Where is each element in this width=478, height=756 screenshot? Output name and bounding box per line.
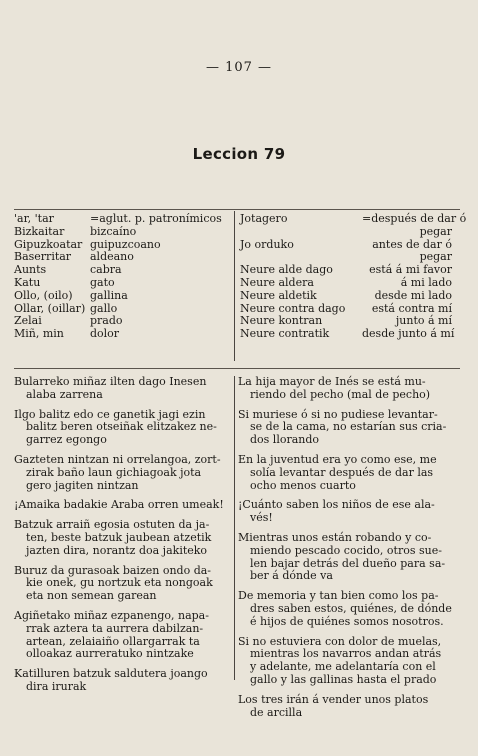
rule-top [14,209,460,210]
sentence-line: de arcilla [250,705,303,719]
vocab-term: Jo orduko [240,237,294,251]
sentence [238,532,460,583]
vocab-term: Baserritar [14,250,72,264]
sentence-line: ber á dónde va [250,569,333,583]
sentence-line: zirak baño laun gichiagoak jota [26,465,202,479]
vocab-term: Bizkaitar [14,224,65,238]
sentence-line: Si no estuviera con dolor de muelas, [238,634,442,648]
sentence-line: eta non semean garean [26,589,157,603]
sentence [14,519,220,557]
vocab-gloss: guipuzcoano [90,237,161,251]
sentence [14,668,220,694]
sentence-line: Buruz da gurasoak baizen ondo da- [14,563,212,577]
sentence [238,376,460,402]
sentence-line: La hija mayor de Inés se está mu- [238,375,426,388]
sentence-line: Batzuk arraiñ egosia ostuten da ja- [14,518,210,532]
sentence-line: Gazteten nintzan ni orrelangoa, zort- [14,452,221,466]
sentence-line: Katilluren batzuk saldutera joango [14,667,208,681]
vocab-gloss: pegar [419,224,452,238]
vocab-gloss: desde mi lado [374,288,452,302]
vocab-row [14,213,230,226]
vocab-row [240,290,452,303]
vocab-row [240,277,452,290]
sentence [238,499,460,525]
sentence-line: garrez egongo [26,433,107,447]
vocab-gloss: está contra mí [371,301,452,315]
vocab-gloss: está á mi favor [369,263,452,277]
sentence-line: De memoria y tan bien como los pa- [238,589,439,603]
vocab-term: Neure aldera [240,275,314,289]
vocab-gloss: aldeano [90,250,134,264]
vocab-row [14,264,230,277]
page-number: — 107 — [205,60,273,75]
vocab-row [14,290,230,303]
column-divider [234,211,235,361]
vocab-gloss: antes de dar ó [372,237,452,251]
sentence-line: rrak aztera ta aurrera dabilzan- [26,621,204,635]
sentence-line: kie onek, gu nortzuk eta nongoak [26,576,213,590]
sentence-line: Si muriese ó si no pudiese levantar- [238,407,438,421]
sentence [238,409,460,447]
sentence [238,636,460,687]
vocab-row [240,212,467,226]
vocab-row [14,277,230,290]
sentence-line: alaba zarrena [26,387,103,401]
sentence-line: len bajar detrás del dueño para sa- [250,556,446,570]
vocab-row [14,251,230,264]
vocab-row [240,327,455,341]
vocab-gloss: desde junto á mí [362,327,455,341]
sentence-line: miendo pescado cocido, otros sue- [250,543,442,557]
sentence [14,610,220,661]
sentence [14,498,224,512]
vocab-gloss: prado [90,314,123,328]
sentence-line: Ilgo balitz edo ce ganetik jagi ezin [14,407,206,421]
vocab-gloss: á mi lado [400,275,452,289]
sentence [238,454,460,492]
sentence-line: mientras los navarros andan atrás [250,647,442,661]
sentence-line: solía levantar después de dar las [250,465,434,479]
column-divider [234,376,235,680]
vocab-gloss: bizcaíno [90,224,137,238]
vocab-row [14,328,230,341]
vocab-row [14,226,230,239]
vocab-term: Katu [14,275,41,289]
lesson-title: Leccion 79 [192,145,286,163]
sentence-line: artean, zelaiaiño ollargarrak ta [26,634,200,648]
vocab-gloss: gallina [90,288,128,302]
sentence-line: é hijos de quiénes somos nosotros. [250,614,444,628]
vocab-term: Ollar, (oillar) [14,301,86,315]
vocab-term: Aunts [14,263,47,277]
sentence-line: Los tres irán á vender unos platos [238,692,429,706]
vocab-gloss: =aglut. p. patronímicos [90,212,222,225]
vocab-gloss: dolor [90,327,120,341]
sentence [238,694,460,720]
sentence-line: ¡Amaika badakie Araba orren umeak! [14,498,224,512]
sentence-line: gallo y las gallinas hasta el prado [250,672,437,686]
sentence-line: gero jagiten nintzan [26,478,139,492]
vocabulary-left-column [14,213,230,341]
vocab-gloss: junto á mí [395,314,452,328]
sentence-line: dira irurak [26,679,87,693]
vocab-term: 'ar, 'tar [14,212,54,225]
vocab-gloss: =después de dar ó [362,212,467,225]
vocab-gloss: cabra [90,263,122,277]
sentence-line: Bularreko miñaz ilten dago Inesen [14,375,207,388]
sentence-line: dos llorando [250,433,320,447]
sentence-line: Agiñetako miñaz ezpanengo, napa- [14,608,209,622]
vocab-term: Neure kontran [240,314,323,328]
sentence-line: se de la cama, no estarían sus cria- [250,420,447,434]
sentence-line: riendo del pecho (mal de pecho) [250,387,431,401]
sentence-line: ¡Cuánto saben los niños de ese ala- [238,498,435,512]
basque-sentences [14,375,224,694]
vocab-term: Gipuzkoatar [14,237,83,251]
vocabulary-right-column [240,212,467,341]
sentence [14,409,220,447]
sentence-line: En la juventud era yo como ese, me [238,452,437,466]
sentence-line: ocho menos cuarto [250,478,356,492]
vocab-term [240,226,362,239]
vocab-term: Neure contratik [240,327,330,341]
sentence-line: Mientras unos están robando y co- [238,530,432,544]
vocab-term: Neure aldetik [240,288,317,302]
sentence [14,376,220,402]
sentence-line: y adelante, me adelantaría con el [250,660,436,674]
vocab-term: Neure alde dago [240,263,333,277]
spanish-sentences [238,376,460,719]
sentence-line: balitz beren otseiñak elitzakez ne- [26,420,217,434]
sentence [14,454,220,492]
vocab-gloss: gallo [90,301,118,315]
vocab-term: Jotagero [240,212,288,225]
vocab-gloss: gato [90,275,115,289]
sentence-line: olloakaz aurreratuko nintzake [26,647,194,661]
sentence-line: ten, beste batzuk jaubean atzetik [26,530,212,544]
vocab-term: Zelai [14,314,42,328]
rule-middle [14,368,460,369]
vocab-gloss: pegar [419,250,452,264]
sentence-line: dres saben estos, quiénes, de dónde [250,601,452,615]
vocab-term: Miñ, min [14,327,64,341]
sentence-line: jazten dira, norantz doa jakiteko [26,543,208,557]
sentence-line: vés! [250,511,273,525]
sentence [14,565,220,603]
vocab-row [240,226,452,239]
vocab-term: Ollo, (oilo) [14,288,73,302]
sentence [238,590,460,628]
vocab-term: Neure contra dago [240,301,346,315]
vocabulary-table [14,212,467,363]
